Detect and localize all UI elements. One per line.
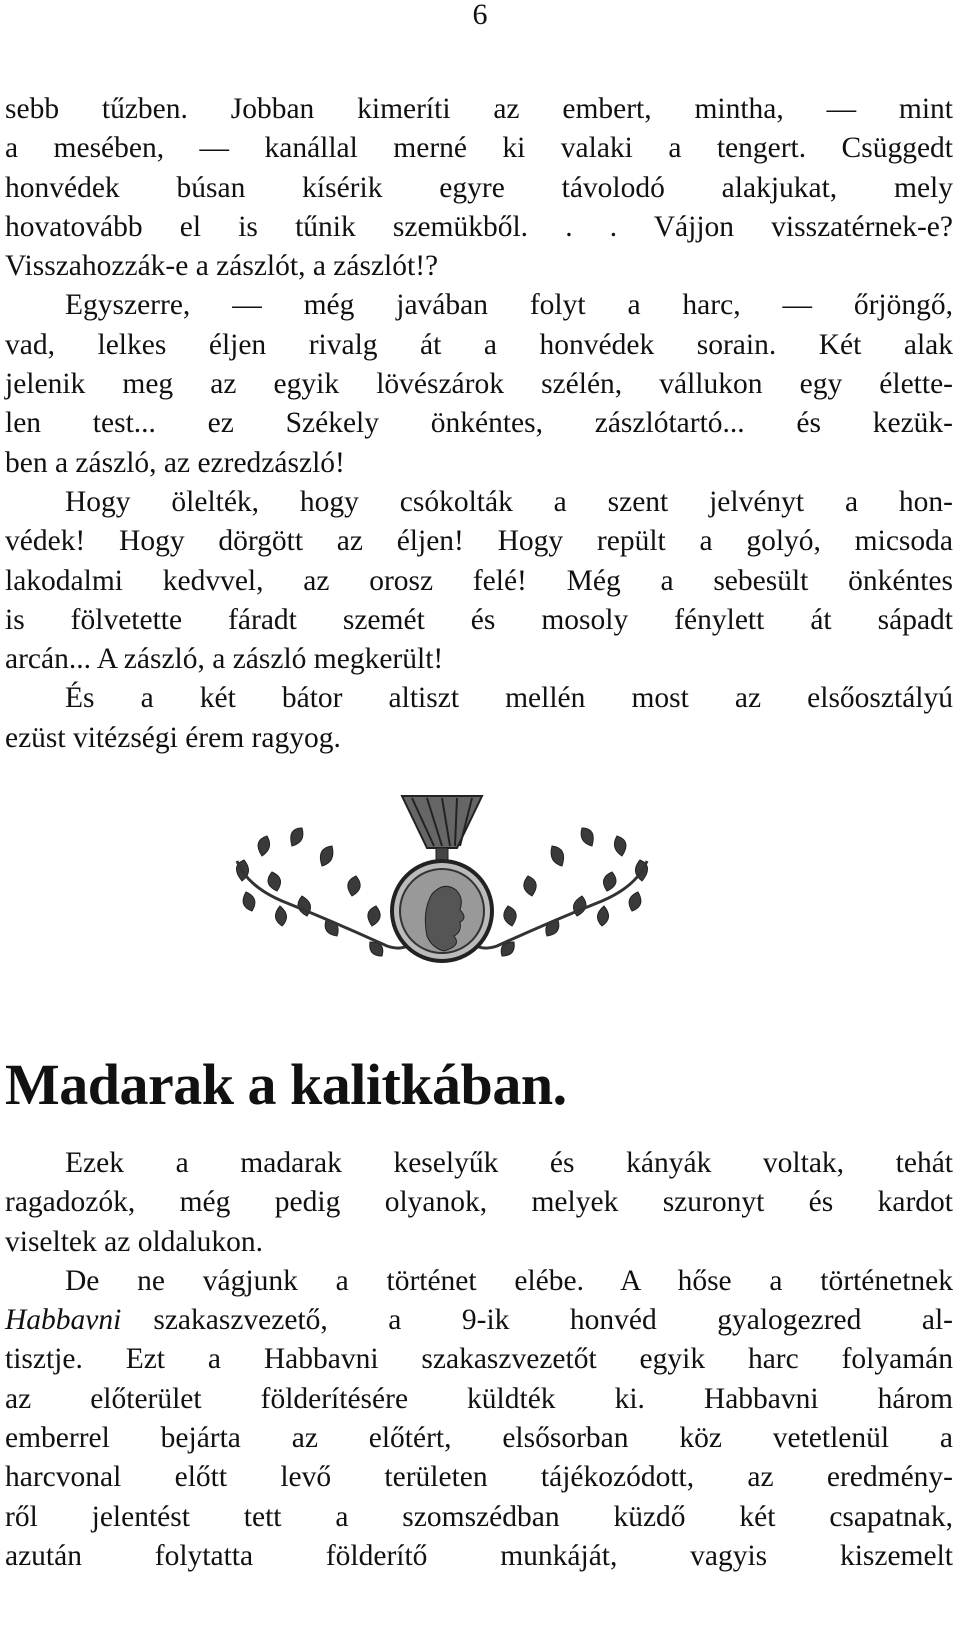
text-line: azután folytatta földerítő munkáját, vagyis kiszemelt: [5, 1539, 953, 1572]
text-line: De ne vágjunk a történet elébe. A hőse a történetnek: [65, 1264, 953, 1297]
medal-disc: [392, 861, 492, 961]
ribbon: [402, 796, 482, 862]
page-number: 6: [472, 0, 488, 31]
text-line: viseltek az oldalukon.: [5, 1225, 264, 1258]
text-line: jelenik meg az egyik lövészárok szélén, vállukon egy élette-: [5, 368, 953, 401]
text-line: ben a zászló, az ezredzászló!: [5, 446, 345, 479]
text-line: Egyszerre, — még javában folyt a harc, — őrjöngő,: [65, 289, 953, 322]
text-line: ragadozók, még pedig olyanok, melyek szuronyt és kardot: [5, 1186, 953, 1219]
oak-branch-right: [474, 828, 648, 956]
text-line: sebb tűzben. Jobban kimeríti az embert, mintha, — mint: [5, 93, 953, 125]
text-line: is fölvetette fáradt szemét és mosoly fénylett át sápadt: [5, 603, 953, 636]
text-line: az előterület földerítésére küldték ki. Habbavni három: [5, 1382, 953, 1415]
text-line: És a két bátor altiszt mellén most az elsőosztályú: [65, 682, 953, 715]
text-line: arcán... A zászló, a zászló megkerült!: [5, 643, 444, 676]
text-line: lakodalmi kedvvel, az orosz felé! Még a sebesült önkéntes: [5, 564, 953, 597]
text-line: emberrel bejárta az előtért, elsősorban köz vetetlenül a: [5, 1422, 953, 1455]
text-line: len test... ez Székely önkéntes, zászlótartó... és kezük-: [5, 407, 953, 440]
italic-name: Habbavni: [5, 1304, 122, 1337]
text-line: harcvonal előtt levő területen tájékozódott, az eredmény-: [5, 1461, 953, 1494]
text-line: [5, 1301, 953, 1340]
medal-illustration: [222, 786, 662, 976]
text-line: ezüst vitézségi érem ragyog.: [5, 721, 341, 754]
chapter-title: Madarak a kalitkában.: [5, 1052, 567, 1117]
text-line: a mesében, — kanállal merné ki valaki a tengert. Csüggedt: [5, 132, 953, 165]
text-line: védek! Hogy dörgött az éljen! Hogy repült a golyó, micsoda: [5, 525, 953, 558]
text-line: tisztje. Ezt a Habbavni szakaszvezetőt egyik harc folyamán: [5, 1343, 953, 1376]
text-line-rest: szakaszvezető, a 9-ik honvéd gyalogezred al-: [153, 1304, 953, 1337]
text-line: honvédek búsan kísérik egyre távolodó alakjukat, mely: [5, 171, 953, 204]
text-line: Ezek a madarak keselyűk és kányák voltak, tehát: [65, 1147, 953, 1179]
text-line: vad, lelkes éljen rivalg át a honvédek sorain. Két alak: [5, 328, 953, 361]
text-section-1: [5, 90, 953, 758]
oak-branch-left: [236, 828, 410, 956]
text-line: Hogy ölelték, hogy csókolták a szent jelvényt a hon-: [65, 485, 953, 518]
text-section-2: [5, 1144, 953, 1576]
text-line: hovatovább el is tűnik szemükből. . . Vájjon visszatérnek-e?: [5, 210, 953, 243]
text-line: ről jelentést tett a szomszédban küzdő két csapatnak,: [5, 1500, 953, 1533]
text-line: Visszahozzák-e a zászlót, a zászlót!?: [5, 250, 439, 283]
